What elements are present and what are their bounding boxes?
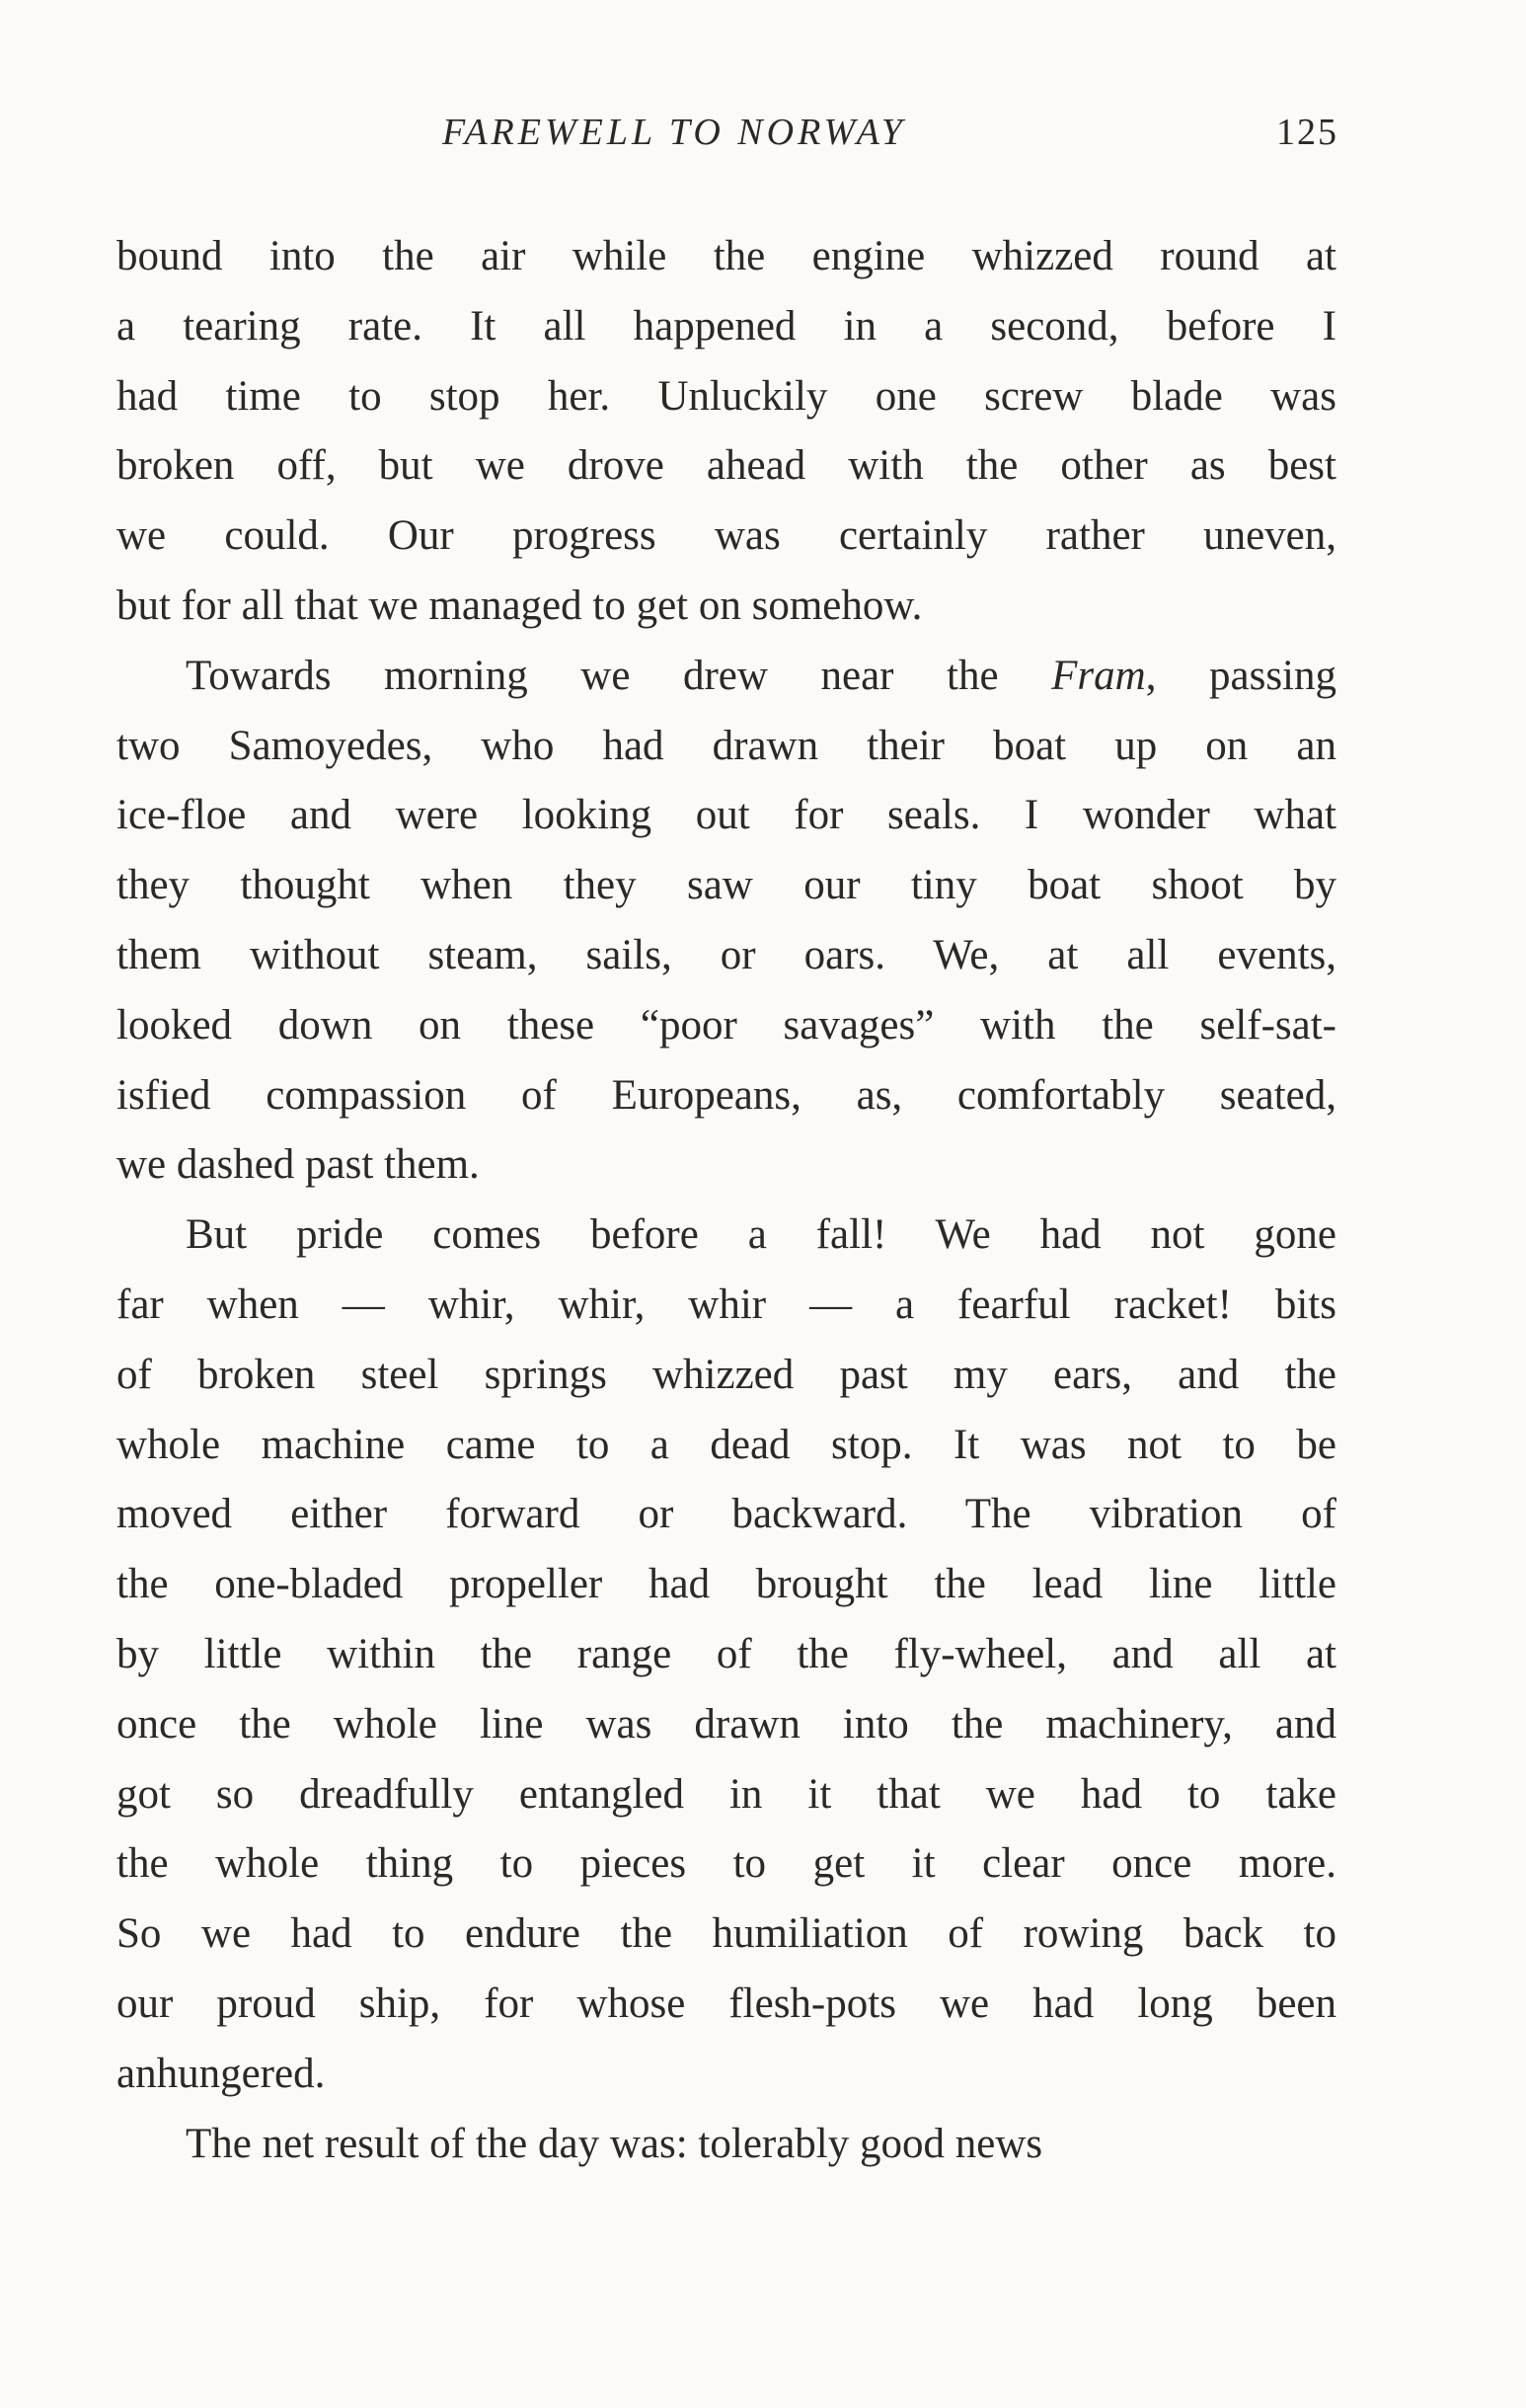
text-line: by little within the range of the fly-wheel, and all at	[116, 1630, 1336, 1677]
text-line: the whole thing to pieces to get it clear once more.	[116, 1840, 1336, 1888]
ship-name: Fram	[1051, 652, 1146, 699]
text-line: but for all that we managed to get on somehow.	[116, 582, 923, 629]
text-line: The net result of the day was: tolerably good news	[186, 2120, 1043, 2167]
running-title: FAREWELL TO NORWAY	[442, 112, 906, 153]
text-line: of broken steel springs whizzed past my ears, and the	[116, 1351, 1336, 1398]
line-text-before-ship-name: Towards morning we drew near the	[186, 652, 1052, 699]
text-line: we dashed past them.	[116, 1141, 480, 1189]
text-line: our proud ship, for whose flesh-pots we had long been	[116, 1980, 1336, 2027]
text-line: looked down on these “poor savages” with the self-sat-	[116, 1001, 1336, 1049]
text-line: isfied compassion of Europeans, as, comfortably seated,	[116, 1071, 1336, 1119]
text-line: they thought when they saw our tiny boat shoot by	[116, 862, 1336, 909]
body-text	[116, 222, 1336, 2179]
text-line: two Samoyedes, who had drawn their boat up on an	[116, 722, 1336, 769]
text-line: moved either forward or backward. The vibration of	[116, 1491, 1336, 1538]
text-line: So we had to endure the humiliation of rowing back to	[116, 1910, 1336, 1958]
text-line: whole machine came to a dead stop. It was not to be	[116, 1421, 1336, 1468]
text-line: anhungered.	[116, 2050, 326, 2097]
text-line: had time to stop her. Unluckily one screw blade was	[116, 372, 1336, 420]
text-line: them without steam, sails, or oars. We, at all events,	[116, 931, 1336, 978]
text-line: a tearing rate. It all happened in a second, before I	[116, 302, 1336, 350]
text-line: we could. Our progress was certainly rather uneven,	[116, 512, 1336, 560]
text-line: far when — whir, whir, whir — a fearful racket! bits	[116, 1281, 1336, 1328]
text-line: got so dreadfully entangled in it that we had to take	[116, 1770, 1336, 1818]
text-line: bound into the air while the engine whizzed round at	[116, 233, 1336, 279]
text-line: once the whole line was drawn into the machinery, and	[116, 1700, 1336, 1748]
text-line: broken off, but we drove ahead with the other as best	[116, 442, 1336, 490]
running-head	[116, 111, 1338, 170]
text-line: ice-floe and were looking out for seals. I wonder what	[116, 792, 1336, 839]
text-line: the one-bladed propeller had brought the lead line little	[116, 1561, 1336, 1608]
page-number: 125	[1276, 112, 1338, 153]
line-text-after-ship-name: , passing	[1145, 652, 1336, 699]
text-line: But pride comes before a fall! We had not gone	[186, 1211, 1336, 1259]
text-line-with-ship-name	[116, 642, 1336, 712]
